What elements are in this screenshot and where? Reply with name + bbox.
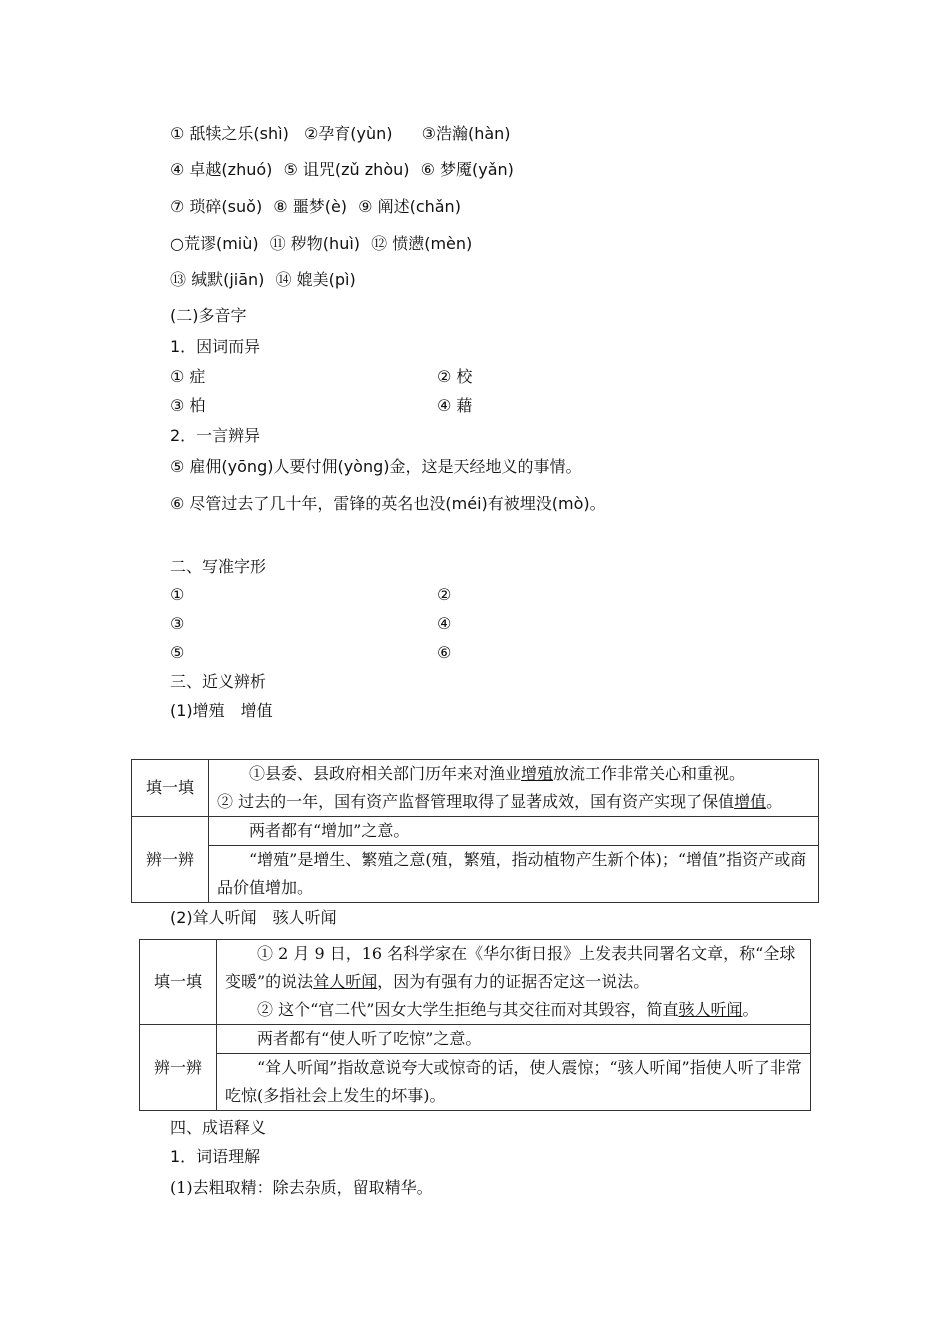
word-item: ②孕育(yùn) (303, 124, 393, 143)
section-heading-duoyin: (二)多音字 (170, 306, 247, 325)
word-item: ⑧ 噩梦(è) (273, 197, 348, 216)
diff-common: 两者都有“使人听了吃惊”之意。 (217, 1025, 810, 1054)
word-item: ① 舐犊之乐(shì) (170, 124, 289, 143)
word-item: ⑭ 媲美(pì) (275, 270, 356, 289)
grid2-row-2 (170, 614, 452, 634)
grid1-row-1 (170, 367, 473, 387)
diff-common: 两者都有“增加”之意。 (209, 817, 818, 846)
grid-item: ③ 柏 (170, 396, 206, 415)
word-item: ⑤ 诅咒(zǔ zhòu) (283, 160, 410, 179)
example-6: ⑥ 尽管过去了几十年，雷锋的英名也没(méi)有被埋没(mò)。 (170, 494, 606, 513)
diff-cell (209, 817, 819, 903)
section-heading-2: 二、写准字形 (170, 557, 267, 576)
diff-explain: “增殖”是增生、繁殖之意(殖，繁殖，指动植物产生新个体)；“增值”指资产或商品价值增加。 (217, 850, 807, 897)
grid-item: ⑥ (437, 643, 452, 662)
grid-item: ② (437, 585, 452, 604)
fill-sentence-2: ② 过去的一年，国有资产监督管理取得了显著成效，国有资产实现了保值增值。 (217, 792, 783, 811)
grid-item: ② 校 (437, 367, 473, 386)
comparison-table-1 (131, 759, 819, 903)
diff-explain: “耸人听闻”指故意说夸大或惊奇的话，使人震惊；“骇人听闻”指使人听了非常吃惊(多指社会上发生的坏事)。 (225, 1058, 802, 1105)
grid2-row-3 (170, 643, 452, 663)
answer-underline: 耸人听闻 (313, 972, 378, 991)
word-item: ⑥ 梦魇(yǎn) (420, 160, 514, 179)
label-fill: 填一填 (132, 760, 209, 817)
grid-item: ① 症 (170, 367, 206, 386)
fill-cell (217, 940, 811, 1025)
example-5: ⑤ 雇佣(yōng)人要付佣(yòng)金，这是天经地义的事情。 (170, 457, 582, 476)
label-diff: 辨一辨 (132, 817, 209, 903)
diff-cell (217, 1025, 811, 1111)
grid-item: ③ (170, 614, 185, 633)
word-item: ⑪ 秽物(huì) (269, 234, 361, 253)
grid-item: ④ 藉 (437, 396, 473, 415)
pinyin-line-5 (170, 270, 356, 290)
answer-underline: 骇人听闻 (678, 1000, 743, 1019)
word-item: ③浩瀚(hàn) (421, 124, 511, 143)
section-heading-3: 三、近义辨析 (170, 672, 267, 691)
answer-underline: 增值 (734, 792, 767, 811)
fill-sentence-1: ① 2 月 9 日，16 名科学家在《华尔街日报》上发表共同署名文章，称“全球变暖”的说法耸人听闻，因为有强有力的证据否定这一说法。 (225, 944, 796, 991)
pair-heading-2: (2)耸人听闻 骇人听闻 (170, 908, 337, 927)
grid-item: ① (170, 585, 185, 604)
fill-sentence-2: ② 这个“官二代”因女大学生拒绝与其交往而对其毁容，简直骇人听闻。 (257, 1000, 759, 1019)
grid-item: ⑤ (170, 643, 185, 662)
fill-cell (209, 760, 819, 817)
grid1-row-2 (170, 396, 473, 416)
word-item: ④ 卓越(zhuó) (170, 160, 273, 179)
grid-item: ④ (437, 614, 452, 633)
label-diff: 辨一辨 (140, 1025, 217, 1111)
answer-underline: 增殖 (521, 764, 554, 783)
pinyin-line-4 (170, 234, 472, 254)
pinyin-line-3 (170, 197, 461, 217)
subheading-1: 1．因词而异 (170, 337, 261, 356)
pair-heading-1: (1)增殖 增值 (170, 701, 273, 720)
idiom-definition-1: (1)去粗取精：除去杂质，留取精华。 (170, 1178, 433, 1197)
comparison-table-2 (139, 939, 811, 1111)
grid2-row-1 (170, 585, 452, 605)
pinyin-line-1 (170, 124, 511, 144)
fill-sentence-1: ①县委、县政府相关部门历年来对渔业增殖放流工作非常关心和重视。 (249, 764, 746, 783)
pinyin-line-2 (170, 160, 514, 180)
word-item: ⑫ 愤懑(mèn) (371, 234, 473, 253)
label-fill: 填一填 (140, 940, 217, 1025)
section-heading-4: 四、成语释义 (170, 1118, 267, 1137)
word-item: ○荒谬(miù) (170, 234, 259, 253)
subheading-2: 2．一言辨异 (170, 426, 261, 445)
word-item: ⑦ 琐碎(suǒ) (170, 197, 263, 216)
word-item: ⑬ 缄默(jiān) (170, 270, 265, 289)
subheading-4: 1．词语理解 (170, 1147, 261, 1166)
word-item: ⑨ 阐述(chǎn) (358, 197, 461, 216)
